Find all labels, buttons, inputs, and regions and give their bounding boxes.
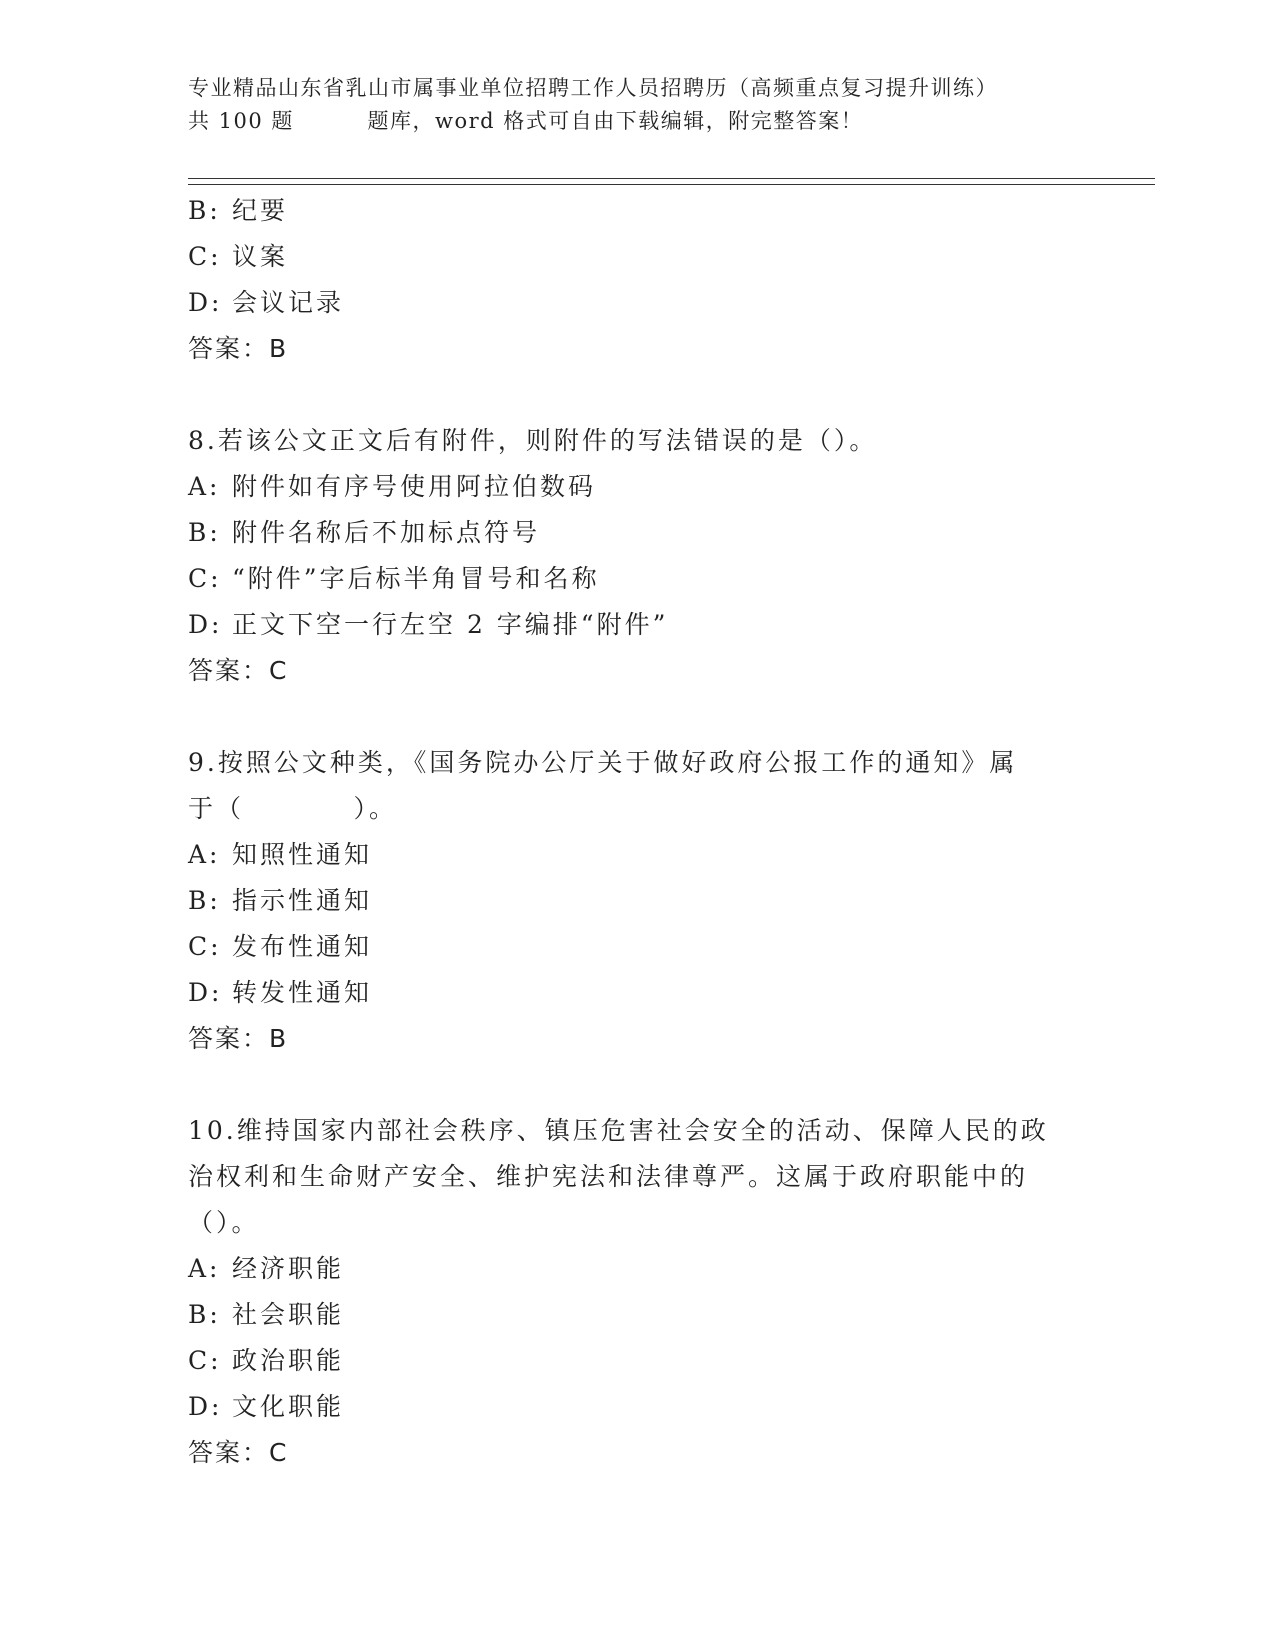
option-text: 社会职能: [232, 1300, 345, 1329]
question-spacer: [188, 694, 1088, 740]
option-label: C:: [188, 1346, 222, 1375]
option-a: [188, 464, 1088, 510]
option-text: 经济职能: [232, 1254, 345, 1283]
option-label: C:: [188, 242, 222, 271]
question-stem-line-1: 10.维持国家内部社会秩序、镇压危害社会安全的活动、保障人民的政: [188, 1116, 1049, 1145]
option-label: B:: [188, 518, 221, 547]
option-a: [188, 1246, 1088, 1292]
question-content: [188, 188, 1088, 1476]
answer-line: 答案：C: [188, 1438, 289, 1467]
option-text: 发布性通知: [232, 932, 373, 961]
question-block-partial: [188, 188, 1088, 372]
option-text: 政治职能: [232, 1346, 345, 1375]
option-label: C:: [188, 564, 222, 593]
option-text: 正文下空一行左空 2 字编排“附件”: [232, 610, 669, 639]
option-label: D:: [188, 610, 223, 639]
option-label: A:: [188, 1254, 221, 1283]
option-text: 纪要: [232, 196, 289, 225]
option-text: 转发性通知: [232, 978, 373, 1007]
option-b: [188, 878, 1088, 924]
option-label: C:: [188, 932, 222, 961]
option-text: 议案: [232, 242, 289, 271]
option-label: D:: [188, 1392, 223, 1421]
answer-line: 答案：B: [188, 1024, 289, 1053]
option-c: [188, 234, 1088, 280]
question-block-8: [188, 418, 1088, 694]
option-label: B:: [188, 886, 221, 915]
option-text: 知照性通知: [232, 840, 373, 869]
option-text: 文化职能: [232, 1392, 345, 1421]
question-spacer: [188, 1062, 1088, 1108]
header-divider: [188, 178, 1155, 185]
question-stem-line-2: 于（ ）。: [188, 794, 397, 823]
option-label: A:: [188, 840, 221, 869]
option-d: [188, 280, 1088, 326]
question-stem: 8.若该公文正文后有附件，则附件的写法错误的是（）。: [188, 426, 878, 455]
option-d: [188, 602, 1088, 648]
answer-line: 答案：B: [188, 334, 289, 363]
option-label: A:: [188, 472, 221, 501]
header-title-line-2: 共 100 题 题库，word 格式可自由下载编辑，附完整答案！: [188, 109, 864, 133]
option-label: D:: [188, 288, 223, 317]
option-text: 指示性通知: [232, 886, 373, 915]
option-d: [188, 970, 1088, 1016]
header-title-line-1: 专业精品山东省乳山市属事业单位招聘工作人员招聘历（高频重点复习提升训练）: [188, 76, 998, 100]
option-text: “附件”字后标半角冒号和名称: [232, 564, 600, 593]
question-stem-line-1: 9.按照公文种类，《国务院办公厅关于做好政府公报工作的通知》属: [188, 748, 1018, 777]
question-block-10: [188, 1108, 1088, 1476]
page-header: [188, 72, 1108, 138]
option-c: [188, 924, 1088, 970]
option-text: 附件如有序号使用阿拉伯数码: [232, 472, 597, 501]
option-text: 附件名称后不加标点符号: [232, 518, 541, 547]
option-text: 会议记录: [232, 288, 345, 317]
option-a: [188, 832, 1088, 878]
question-stem-line-2: 治权利和生命财产安全、维护宪法和法律尊严。这属于政府职能中的: [188, 1162, 1029, 1191]
option-label: D:: [188, 978, 223, 1007]
option-label: B:: [188, 1300, 221, 1329]
question-spacer: [188, 372, 1088, 418]
option-d: [188, 1384, 1088, 1430]
option-label: B:: [188, 196, 221, 225]
option-b: [188, 188, 1088, 234]
question-block-9: [188, 740, 1088, 1062]
option-b: [188, 510, 1088, 556]
answer-line: 答案：C: [188, 656, 289, 685]
option-b: [188, 1292, 1088, 1338]
question-stem-line-3: （）。: [188, 1208, 260, 1237]
option-c: [188, 1338, 1088, 1384]
option-c: [188, 556, 1088, 602]
